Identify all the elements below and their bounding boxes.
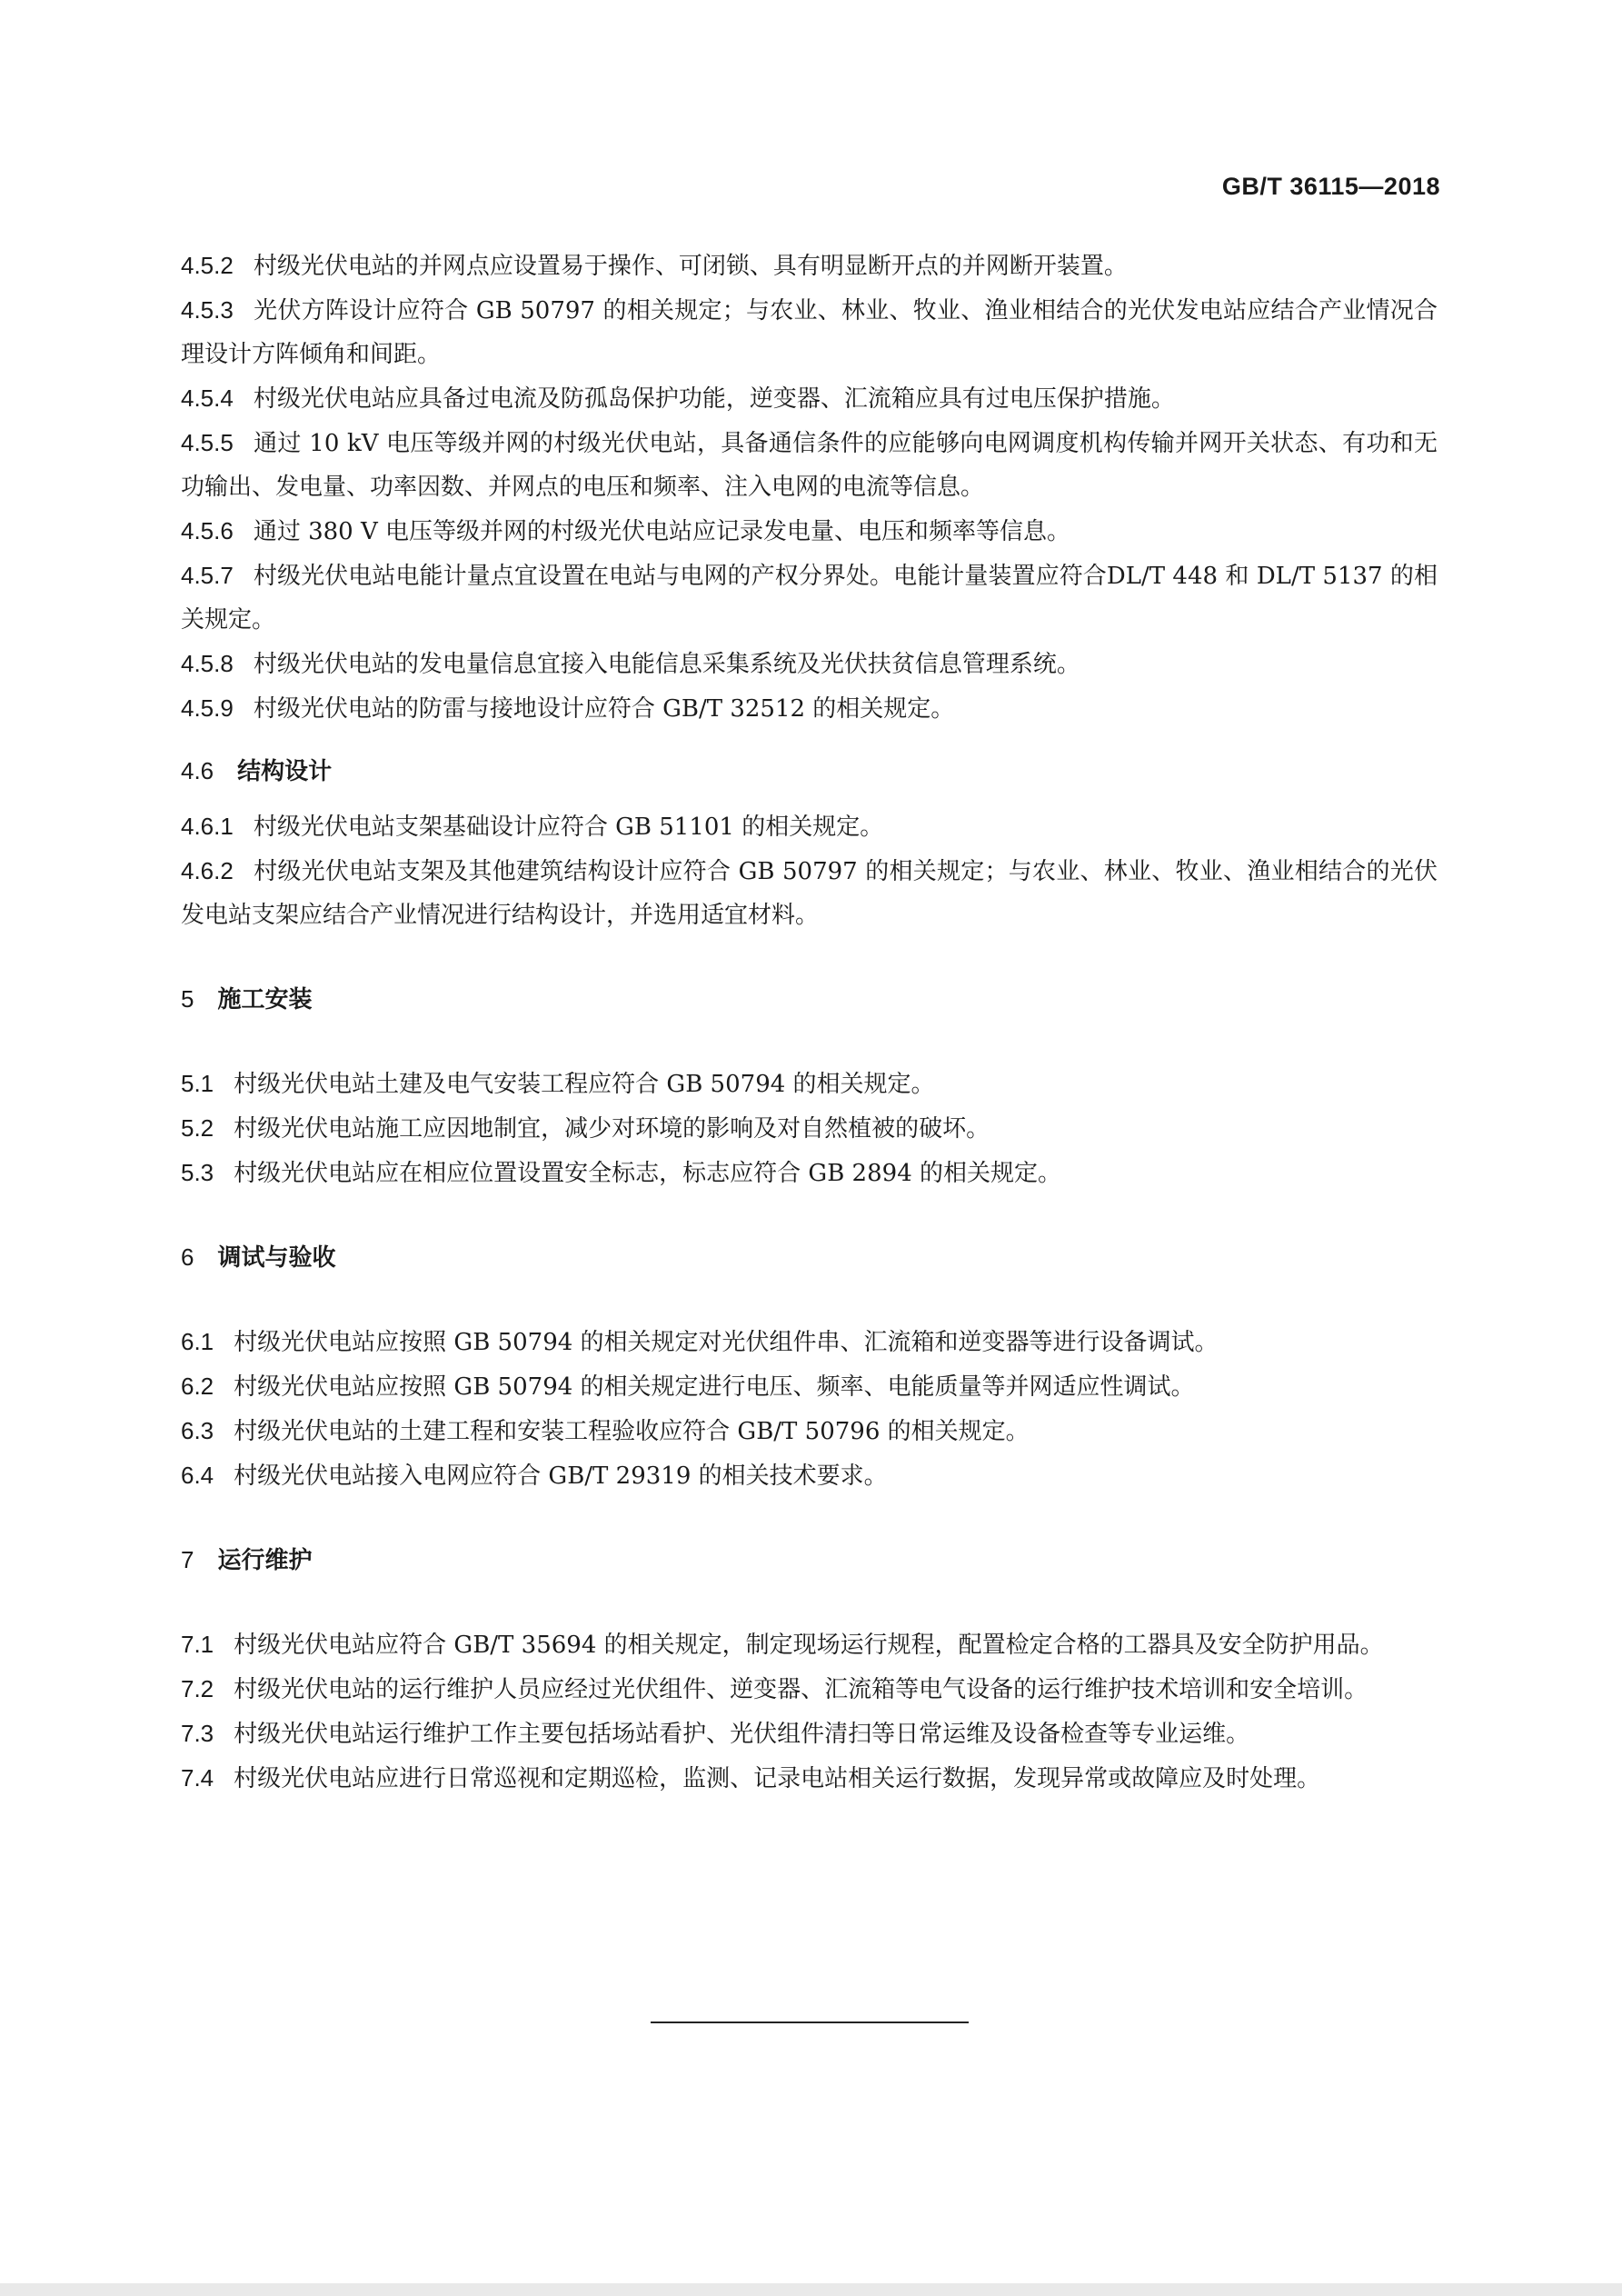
clause-text: 村级光伏电站支架基础设计应符合 GB 51101 的相关规定。	[253, 814, 884, 841]
chapter-heading	[181, 977, 1438, 1022]
clause-paragraph	[181, 1409, 1438, 1453]
clause-text: 村级光伏电站应符合 GB/T 35694 的相关规定，制定现场运行规程，配置检定合格的工器具及安全防护用品。	[234, 1632, 1384, 1659]
clause-text: 通过 10 kV 电压等级并网的村级光伏电站，具备通信条件的应能够向电网调度机构传输并网开关状态、有功和无功输出、发电量、功率因数、并网点的电压和频率、注入电网的电流等信息。	[181, 430, 1438, 501]
clause-paragraph	[181, 554, 1438, 642]
clause-paragraph	[181, 804, 1438, 849]
clause-number: 6.3	[181, 1417, 214, 1444]
clause-number: 6.4	[181, 1462, 214, 1489]
clause-paragraph	[181, 849, 1438, 937]
clause-paragraph	[181, 1062, 1438, 1106]
end-of-text-rule	[651, 2021, 969, 2023]
clause-paragraph	[181, 1622, 1438, 1667]
clause-paragraph	[181, 1756, 1438, 1801]
clause-paragraph	[181, 1667, 1438, 1712]
clause-text: 村级光伏电站应按照 GB 50794 的相关规定进行电压、频率、电能质量等并网适应性调试。	[234, 1373, 1195, 1401]
clause-number: 4.6.2	[181, 857, 234, 884]
clause-number: 6.2	[181, 1373, 214, 1400]
clause-number: 5.1	[181, 1070, 214, 1097]
clause-number: 4.5.9	[181, 694, 234, 722]
clause-paragraph	[181, 288, 1438, 376]
clause-text: 运行维护	[217, 1547, 313, 1574]
clause-paragraph	[181, 1320, 1438, 1364]
clause-text: 施工安装	[217, 986, 313, 1013]
chapter-heading	[181, 1538, 1438, 1582]
clause-text: 村级光伏电站应按照 GB 50794 的相关规定对光伏组件串、汇流箱和逆变器等进行设备调试。	[234, 1329, 1219, 1356]
clause-number: 4.5.7	[181, 562, 234, 589]
scan-bottom-edge	[0, 2283, 1622, 2296]
clause-paragraph	[181, 1453, 1438, 1498]
clause-text: 村级光伏电站接入电网应符合 GB/T 29319 的相关技术要求。	[234, 1462, 888, 1490]
clause-paragraph	[181, 686, 1438, 731]
chapter-heading	[181, 1235, 1438, 1280]
clause-number: 4.5.8	[181, 650, 234, 677]
standard-code: GB/T 36115—2018	[1221, 173, 1440, 200]
clause-number: 7.4	[181, 1764, 214, 1792]
clause-number: 7.1	[181, 1631, 214, 1658]
clause-number: 4.5.3	[181, 296, 234, 324]
clause-number: 7	[181, 1546, 194, 1573]
clause-number: 6.1	[181, 1328, 214, 1355]
clause-text: 村级光伏电站电能计量点宜设置在电站与电网的产权分界处。电能计量装置应符合DL/T 448 和 DL/T 5137 的相关规定。	[181, 563, 1438, 634]
clause-text: 光伏方阵设计应符合 GB 50797 的相关规定；与农业、林业、牧业、渔业相结合的光伏发电站应结合产业情况合理设计方阵倾角和间距。	[181, 297, 1438, 368]
clause-text: 村级光伏电站的运行维护人员应经过光伏组件、逆变器、汇流箱等电气设备的运行维护技术培训和安全培训。	[234, 1676, 1368, 1703]
document-body	[181, 244, 1438, 1801]
clause-paragraph	[181, 1364, 1438, 1409]
clause-text: 结构设计	[237, 758, 333, 785]
clause-text: 村级光伏电站土建及电气安装工程应符合 GB 50794 的相关规定。	[234, 1071, 935, 1098]
clause-paragraph	[181, 642, 1438, 686]
clause-number: 5.2	[181, 1114, 214, 1142]
clause-text: 村级光伏电站支架及其他建筑结构设计应符合 GB 50797 的相关规定；与农业、林业、牧业、渔业相结合的光伏发电站支架应结合产业情况进行结构设计，并选用适宜材料。	[181, 858, 1438, 929]
clause-text: 村级光伏电站运行维护工作主要包括场站看护、光伏组件清扫等日常运维及设备检查等专业运维。	[234, 1721, 1250, 1748]
clause-text: 村级光伏电站的土建工程和安装工程验收应符合 GB/T 50796 的相关规定。	[234, 1418, 1030, 1445]
clause-text: 村级光伏电站应进行日常巡视和定期巡检，监测、记录电站相关运行数据，发现异常或故障应及时处理。	[234, 1765, 1321, 1792]
clause-number: 4.5.4	[181, 384, 234, 412]
clause-text: 村级光伏电站的发电量信息宜接入电能信息采集系统及光伏扶贫信息管理系统。	[253, 651, 1080, 678]
clause-number: 7.3	[181, 1720, 214, 1747]
clause-text: 调试与验收	[217, 1244, 336, 1272]
clause-number: 4.6	[181, 757, 214, 784]
clause-paragraph	[181, 1106, 1438, 1151]
clause-text: 通过 380 V 电压等级并网的村级光伏电站应记录发电量、电压和频率等信息。	[253, 518, 1071, 545]
clause-number: 4.5.6	[181, 517, 234, 544]
clause-text: 村级光伏电站应具备过电流及防孤岛保护功能，逆变器、汇流箱应具有过电压保护措施。	[253, 385, 1175, 413]
clause-text: 村级光伏电站的并网点应设置易于操作、可闭锁、具有明显断开点的并网断开装置。	[253, 253, 1128, 280]
clause-text: 村级光伏电站施工应因地制宜，减少对环境的影响及对自然植被的破坏。	[234, 1115, 990, 1143]
clause-number: 4.5.5	[181, 429, 234, 456]
clause-paragraph	[181, 421, 1438, 509]
subsection-heading	[181, 749, 1438, 794]
clause-number: 6	[181, 1243, 194, 1271]
clause-number: 5	[181, 985, 194, 1013]
clause-text: 村级光伏电站应在相应位置设置安全标志，标志应符合 GB 2894 的相关规定。	[234, 1160, 1061, 1187]
clause-text: 村级光伏电站的防雷与接地设计应符合 GB/T 32512 的相关规定。	[253, 695, 955, 723]
clause-number: 4.5.2	[181, 252, 234, 279]
clause-number: 4.6.1	[181, 813, 234, 840]
clause-paragraph	[181, 509, 1438, 554]
clause-number: 5.3	[181, 1159, 214, 1186]
clause-paragraph	[181, 376, 1438, 421]
clause-paragraph	[181, 1712, 1438, 1756]
clause-number: 7.2	[181, 1675, 214, 1702]
clause-paragraph	[181, 244, 1438, 288]
clause-paragraph	[181, 1151, 1438, 1195]
